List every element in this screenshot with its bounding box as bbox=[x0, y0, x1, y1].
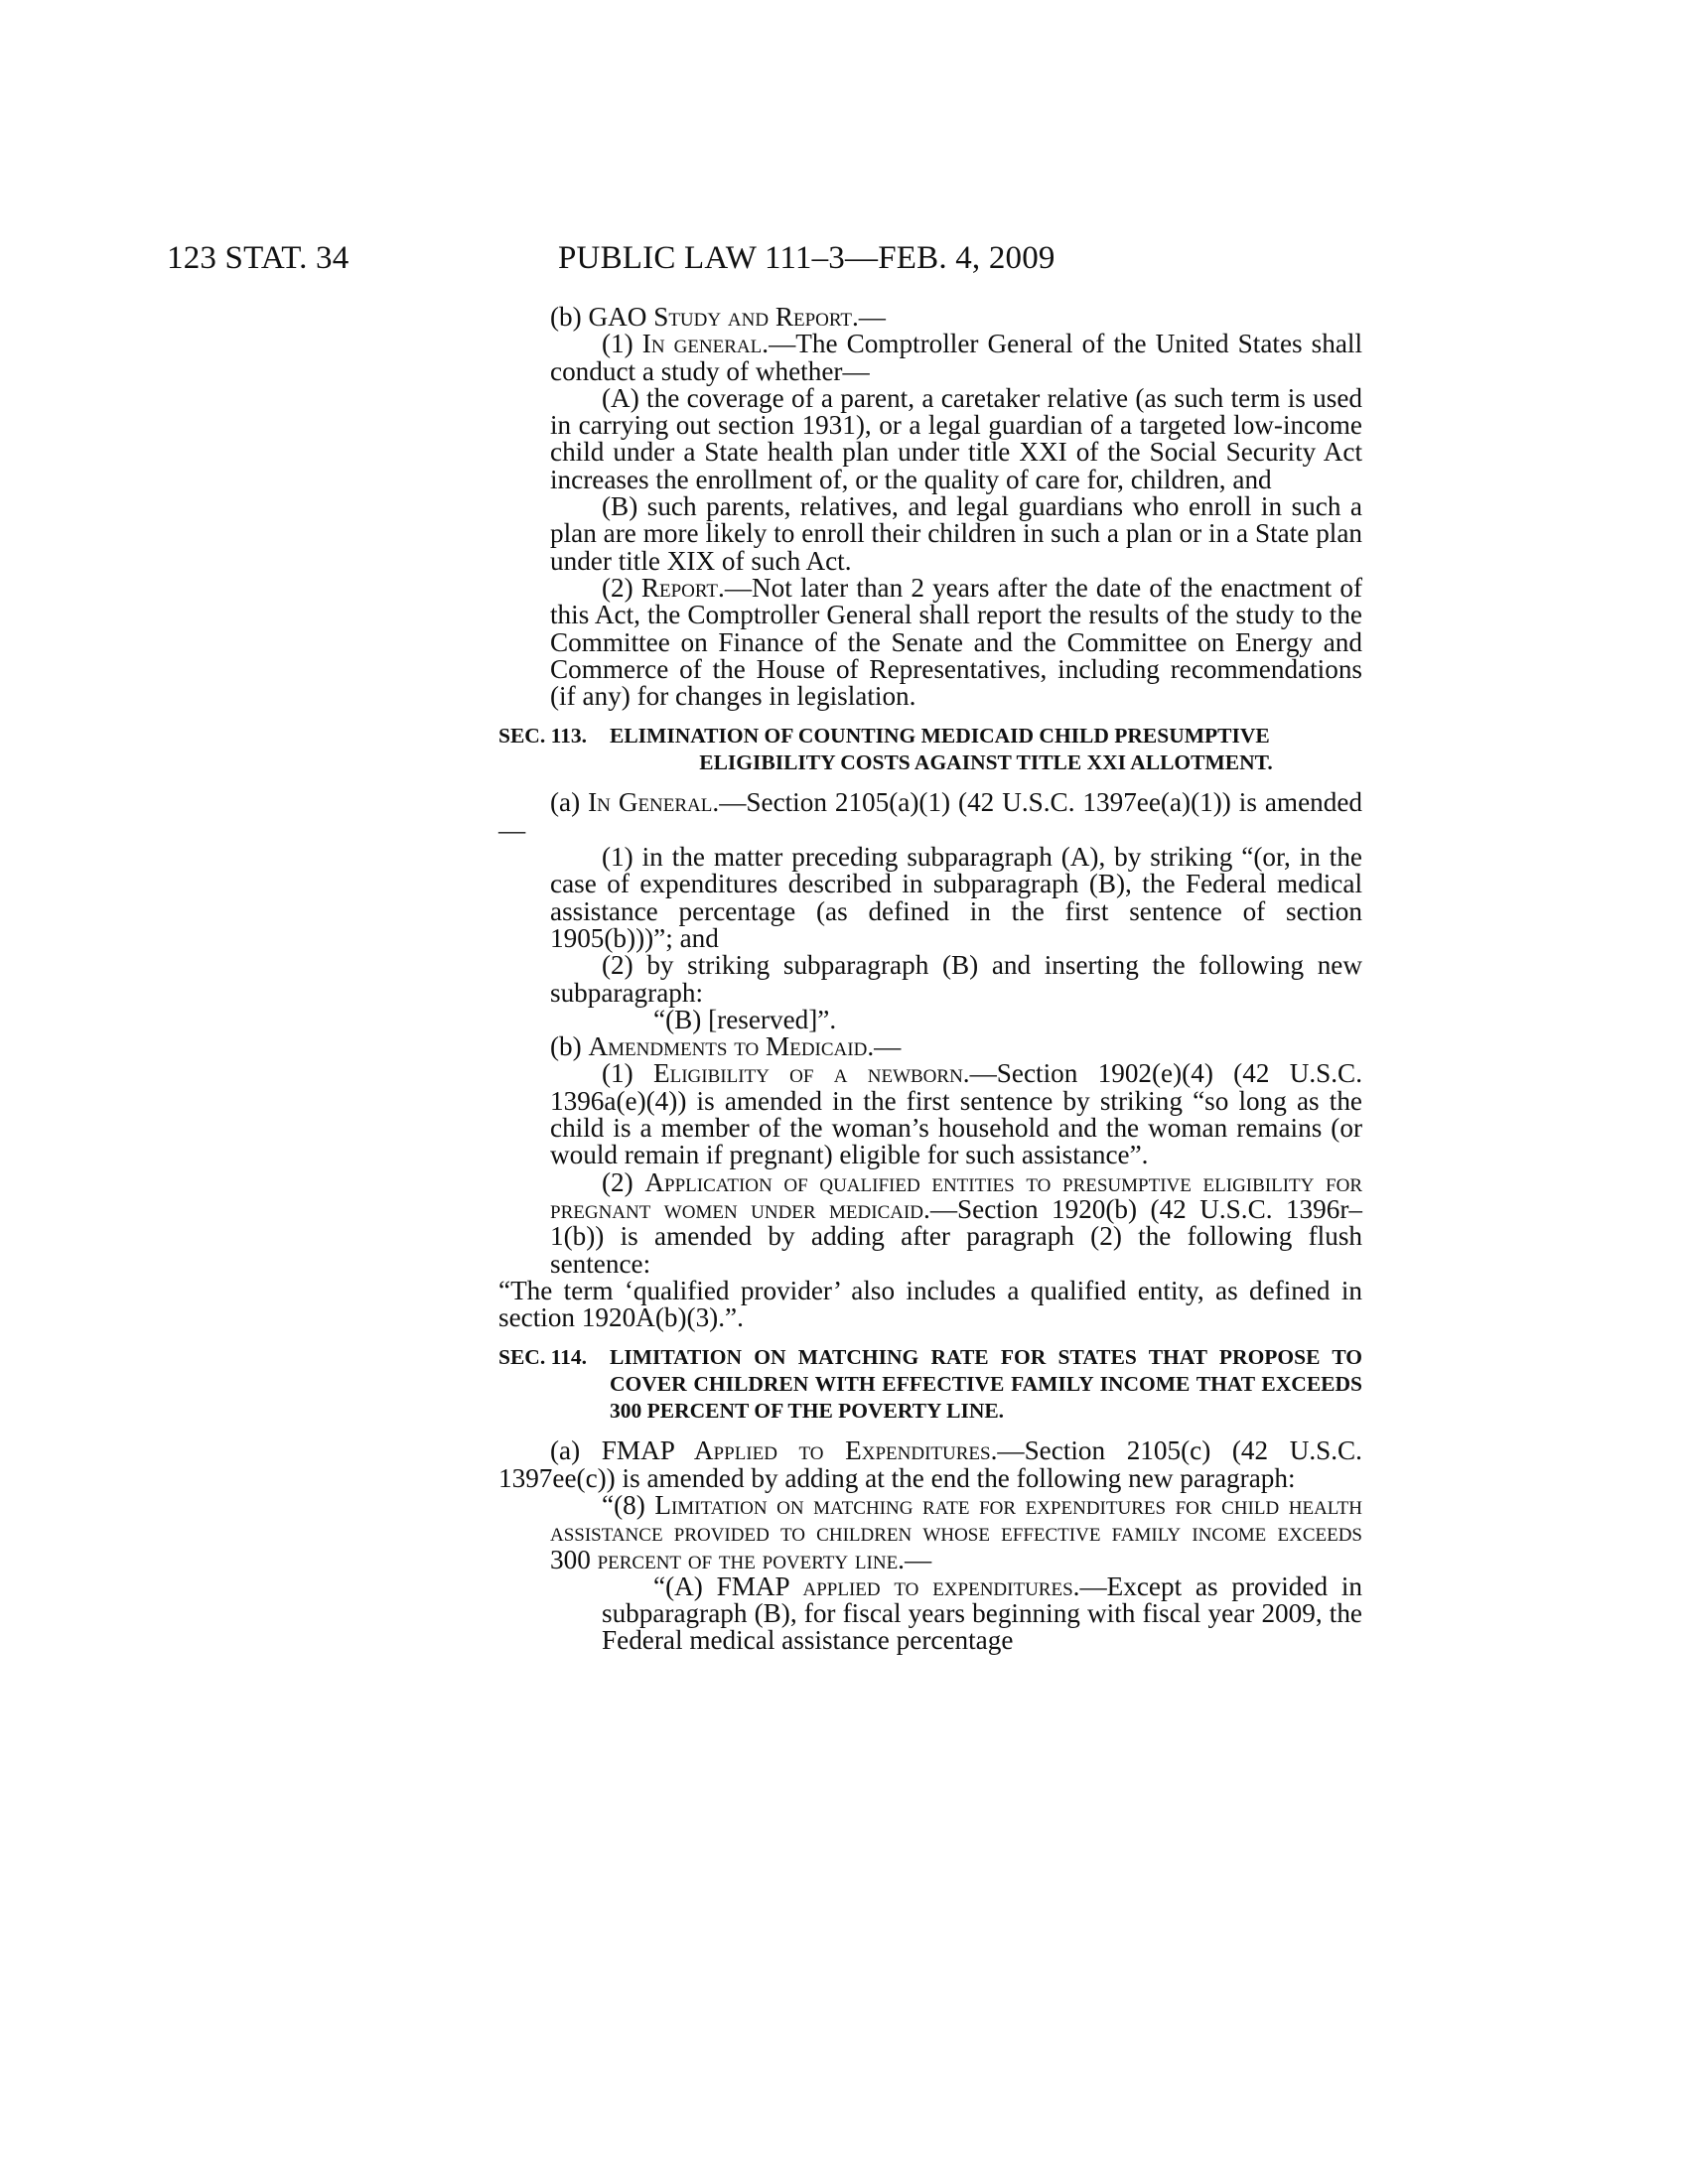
section-title: LIMITATION ON MATCHING RATE FOR STATES THAT PROPOSE TO COVER CHILDREN WITH EFFECTIVE FAMILY INCOME THAT EXCEEDS 300 PERCENT OF THE POVERTY LINE. bbox=[610, 1345, 1362, 1424]
paragraph-text: —Not later than 2 years after the date of the enactment of this Act, the Comptroller General shall report the results of the study to the Committee on Finance of the Senate and the Committee on Energy and Commerce of the House of Representatives, including recommendations (if any) for changes in legislation. bbox=[550, 572, 1362, 712]
flush-sentence: “The term ‘qualified provider’ also includes a qualified entity, as defined in section 1920A(b)(3).”. bbox=[498, 1275, 1362, 1333]
section-113-heading bbox=[498, 723, 1362, 776]
paragraph-text: —Section 1902(e)(4) (42 U.S.C. 1396a(e)(4)) is amended in the first sentence by striking “so long as the child is a member of the woman’s household and the woman remains (or would remain if pregnant) eligible for such assistance”. bbox=[550, 1058, 1362, 1170]
subparagraph-text: (B) such parents, relatives, and legal guardians who enroll in such a plan are more likely to enroll their children in such a plan or in a State plan under title XIX of such Act. bbox=[550, 491, 1362, 576]
paragraph-number: (1) bbox=[602, 1058, 653, 1089]
subparagraph-text: —Except as provided in subparagraph (B), for fiscal years beginning with fiscal year 2009, the Federal medical assistance percentage bbox=[602, 1570, 1362, 1656]
paragraph-heading: Report. bbox=[640, 572, 725, 603]
section-label: SEC. 113. bbox=[498, 724, 588, 749]
paragraph-113b2 bbox=[498, 1166, 1363, 1279]
subparagraph-b1B bbox=[498, 493, 1362, 575]
subsection-text: —Section 2105(c) (42 U.S.C. 1397ee(c)) is amended by adding at the end the following new paragraph: bbox=[498, 1435, 1362, 1493]
subsection-113a bbox=[498, 789, 1362, 844]
subsection-heading: GAO Study and Report.— bbox=[588, 302, 886, 332]
subparagraph-114a8A bbox=[498, 1570, 1362, 1656]
subparagraph-heading: FMAP applied to expenditures. bbox=[716, 1570, 1080, 1601]
subsection-heading: Amendments to Medicaid.— bbox=[588, 1031, 902, 1062]
paragraph-heading: Limitation on matching rate for expenditures for child health assistance provided to children whose effective family income exceeds 300 percent of the poverty line.— bbox=[550, 1489, 1362, 1574]
statute-text bbox=[498, 304, 1362, 1655]
paragraph-heading: In general. bbox=[641, 329, 770, 359]
subsection-b-gao bbox=[498, 304, 1362, 331]
section-label: SEC. 114. bbox=[498, 1345, 588, 1370]
paragraph-text: —The Comptroller General of the United States shall conduct a study of whether— bbox=[550, 329, 1363, 386]
subsection-text: —Section 2105(a)(1) (42 U.S.C. 1397ee(a)(1)) is amended— bbox=[498, 787, 1362, 845]
paragraph-number: (2) bbox=[602, 572, 641, 603]
paragraph-number: (1) bbox=[602, 329, 642, 359]
subparagraph-b1A bbox=[498, 382, 1362, 494]
subsection-113b bbox=[498, 1033, 1362, 1060]
subsection-heading: FMAP Applied to Expenditures. bbox=[601, 1435, 998, 1466]
paragraph-number: (2) bbox=[602, 1166, 645, 1197]
paragraph-heading: Eligibility of a newborn. bbox=[653, 1058, 970, 1089]
paragraph-number: “(8) bbox=[602, 1489, 655, 1520]
subsection-number: (a) bbox=[550, 787, 589, 818]
section-title-line: ELIGIBILITY COSTS AGAINST TITLE XXI ALLOTMENT. bbox=[699, 751, 1273, 775]
section-title-line: ELIMINATION OF COUNTING MEDICAID CHILD PRESUMPTIVE bbox=[610, 724, 1270, 749]
page-running-title: PUBLIC LAW 111–3—FEB. 4, 2009 bbox=[558, 240, 1055, 276]
paragraph-113a1: (1) in the matter preceding subparagraph (A), by striking “(or, in the case of expenditures described in subparagraph (B), the Federal medical assistance percentage (as defined in the first sentence of section 1905(b)))”; and bbox=[550, 842, 1362, 953]
subsection-number: (b) bbox=[550, 1031, 589, 1062]
paragraph-b2 bbox=[498, 572, 1362, 712]
paragraph-114a8 bbox=[498, 1489, 1362, 1574]
subparagraph-number: “(A) bbox=[653, 1570, 717, 1601]
subparagraph-text: (A) the coverage of a parent, a caretaker relative (as such term is used in carrying out section 1931), or a legal guardian of a targeted low-income child under a State health plan under title XXI of the Social Security Act increases the enrollment of, or the quality of care for, children, and bbox=[550, 382, 1362, 494]
paragraph-113b1 bbox=[498, 1060, 1362, 1168]
paragraph-text: —Section 1920(b) (42 U.S.C. 1396r–1(b)) is amended by adding after paragraph (2) the following flush sentence: bbox=[550, 1193, 1362, 1279]
quoted-subparagraph: “(B) [reserved]”. bbox=[653, 1004, 837, 1034]
paragraph-heading: Application of qualified entities to presumptive eligibility for pregnant women under medicaid. bbox=[550, 1166, 1363, 1224]
subsection-114a bbox=[498, 1437, 1362, 1492]
subsection-number: (b) bbox=[550, 302, 589, 332]
section-114-heading bbox=[498, 1344, 1362, 1425]
subsection-number: (a) bbox=[550, 1435, 602, 1466]
subsection-heading: In General. bbox=[588, 787, 720, 818]
paragraph-b1 bbox=[498, 331, 1362, 385]
paragraph-113a2: (2) by striking subparagraph (B) and inserting the following new subparagraph: bbox=[550, 950, 1362, 1008]
page-stat-number: 123 STAT. 34 bbox=[167, 240, 350, 276]
